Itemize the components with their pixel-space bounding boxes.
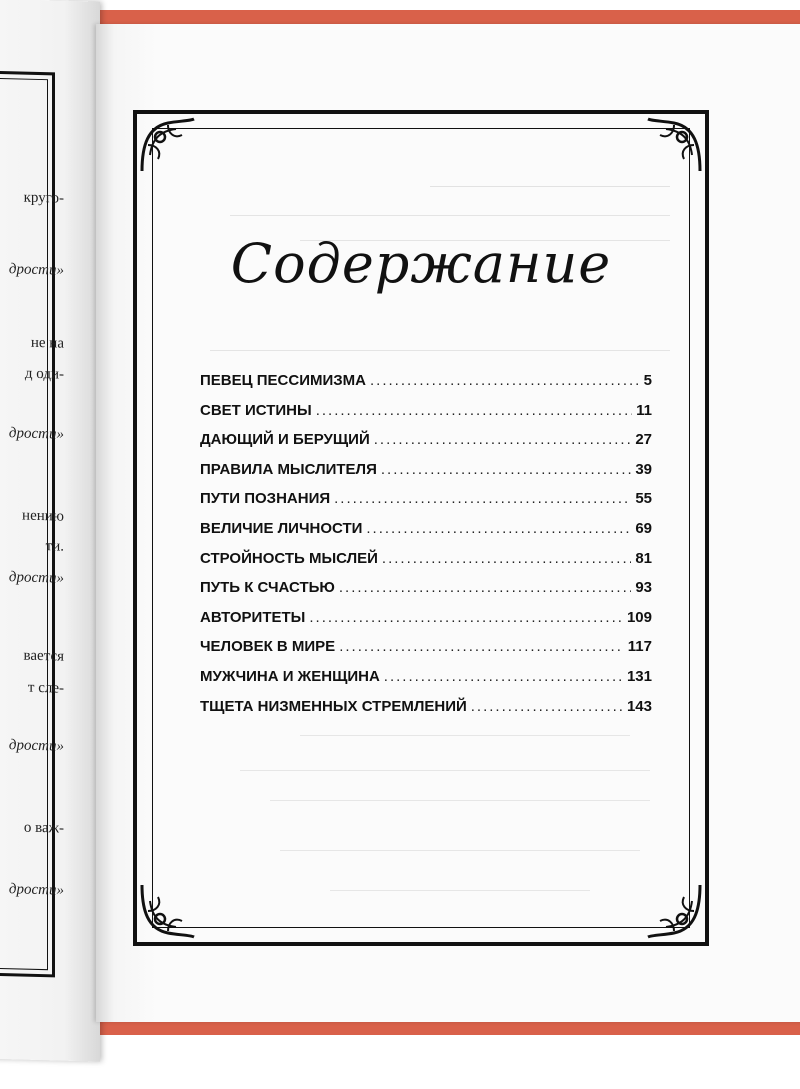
toc-entry-title: СТРОЙНОСТЬ МЫСЛЕЙ xyxy=(200,549,378,567)
toc-leader-dots xyxy=(381,461,631,478)
left-text-line: т сле- xyxy=(27,679,64,697)
toc-entry xyxy=(200,461,652,491)
corner-ornament-icon xyxy=(644,115,704,175)
toc-leader-dots xyxy=(339,579,631,596)
toc-entry-title: АВТОРИТЕТЫ xyxy=(200,608,306,626)
toc-entry xyxy=(200,698,652,728)
left-page xyxy=(0,0,100,1062)
toc-entry-title: ПЕВЕЦ ПЕССИМИЗМА xyxy=(200,372,366,389)
table-of-contents xyxy=(200,372,652,727)
left-text-line: о важ- xyxy=(23,819,64,837)
toc-entry-page: 55 xyxy=(635,490,652,508)
toc-entry-page: 81 xyxy=(635,549,652,567)
corner-ornament-icon xyxy=(138,881,198,941)
toc-leader-dots xyxy=(471,698,623,715)
corner-ornament-icon xyxy=(644,881,704,941)
toc-entry xyxy=(200,402,652,432)
left-text-line: вается xyxy=(23,647,64,665)
page-title: Содержание xyxy=(230,232,612,295)
left-text-line: не на xyxy=(30,334,64,352)
left-text-line: дрости» xyxy=(8,261,64,279)
toc-entry xyxy=(200,638,652,668)
left-text-line: дрости» xyxy=(8,425,64,443)
toc-entry xyxy=(200,431,652,461)
toc-entry xyxy=(200,579,652,609)
toc-entry-title: ПРАВИЛА МЫСЛИТЕЛЯ xyxy=(200,460,377,478)
toc-entry-title: МУЖЧИНА И ЖЕНЩИНА xyxy=(200,667,380,685)
toc-leader-dots xyxy=(366,520,631,537)
toc-leader-dots xyxy=(374,431,632,448)
toc-entry-title: ДАЮЩИЙ И БЕРУЩИЙ xyxy=(200,431,370,449)
left-text-line: ти. xyxy=(45,538,64,555)
toc-entry xyxy=(200,668,652,698)
toc-leader-dots xyxy=(382,550,631,567)
toc-entry xyxy=(200,372,652,402)
toc-entry-title: ТЩЕТА НИЗМЕННЫХ СТРЕМЛЕНИЙ xyxy=(200,697,467,715)
left-text-line: круго- xyxy=(23,189,64,207)
toc-entry-title: ПУТЬ К СЧАСТЬЮ xyxy=(200,579,335,597)
toc-leader-dots xyxy=(370,372,640,389)
left-text-line: д оди- xyxy=(24,365,64,383)
toc-entry-page: 143 xyxy=(626,697,652,715)
toc-entry-page: 69 xyxy=(635,519,652,537)
toc-entry-page: 93 xyxy=(635,579,652,597)
toc-entry-title: ВЕЛИЧИЕ ЛИЧНОСТИ xyxy=(200,519,363,537)
left-text-line: дрости» xyxy=(8,569,64,587)
toc-entry-page: 27 xyxy=(635,431,652,449)
left-text-line: нению xyxy=(22,507,64,525)
toc-leader-dots xyxy=(316,402,632,419)
toc-leader-dots xyxy=(334,490,631,507)
toc-entry-page: 131 xyxy=(626,667,652,685)
toc-leader-dots xyxy=(339,638,624,655)
toc-entry-title: ПУТИ ПОЗНАНИЯ xyxy=(200,490,331,508)
toc-leader-dots xyxy=(384,668,623,685)
toc-entry-page: 117 xyxy=(627,638,652,656)
toc-entry-page: 39 xyxy=(635,460,652,478)
toc-leader-dots xyxy=(309,609,623,626)
left-text-line: дрости» xyxy=(8,737,64,755)
toc-entry-page: 109 xyxy=(626,608,652,626)
toc-entry-title: СВЕТ ИСТИНЫ xyxy=(200,401,312,419)
toc-entry xyxy=(200,609,652,639)
toc-entry xyxy=(200,520,652,550)
toc-entry-page: 5 xyxy=(643,372,652,389)
toc-entry xyxy=(200,550,652,580)
toc-entry-page: 11 xyxy=(636,401,652,419)
corner-ornament-icon xyxy=(138,115,198,175)
toc-entry xyxy=(200,490,652,520)
left-text-line: дрости» xyxy=(8,881,64,899)
toc-entry-title: ЧЕЛОВЕК В МИРЕ xyxy=(200,638,336,656)
